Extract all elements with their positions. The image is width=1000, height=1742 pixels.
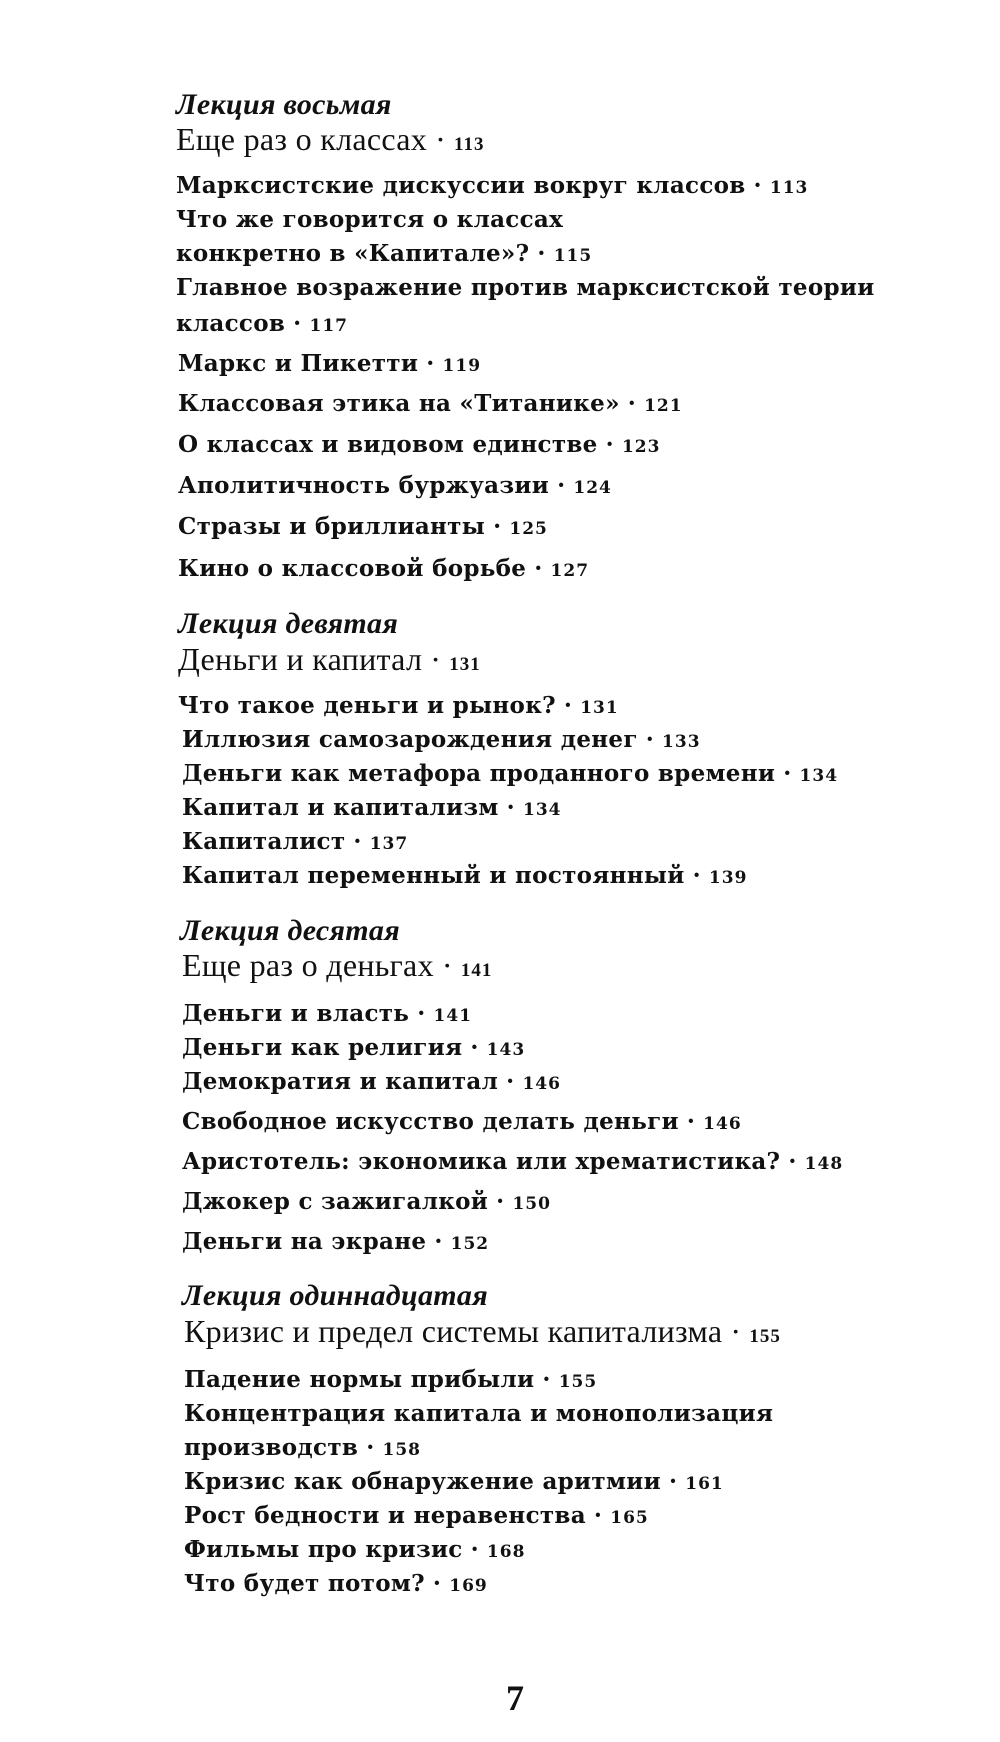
separator: · (470, 1536, 479, 1563)
page-ref: 131 (449, 654, 481, 675)
toc-entry (176, 274, 875, 302)
toc-entry (184, 1366, 597, 1396)
toc-entry (184, 1400, 773, 1428)
toc-entry (182, 862, 747, 892)
entry-text: Главное возражение против марксистской теории (176, 274, 875, 301)
page-ref: 161 (685, 1474, 724, 1494)
separator: · (293, 310, 302, 337)
entry-text: Классовая этика на «Титанике» (178, 390, 620, 417)
toc-entry (182, 1108, 742, 1138)
separator: · (417, 1000, 426, 1027)
toc-entry (182, 828, 408, 858)
page-ref: 148 (804, 1154, 844, 1174)
entry-text: Маркс и Пикетти (178, 350, 419, 377)
separator: · (605, 431, 614, 458)
toc-entry (184, 1536, 525, 1566)
entry-text: производств (184, 1434, 359, 1461)
separator: · (430, 641, 442, 677)
separator: · (645, 726, 655, 753)
separator: · (537, 240, 546, 267)
toc-entry (184, 1468, 724, 1498)
toc-entry (184, 1502, 649, 1532)
entry-text: О классах и видовом единстве (178, 431, 598, 458)
toc-entry (176, 310, 348, 340)
page-ref: 124 (573, 478, 612, 498)
toc-entry (176, 172, 808, 202)
page-ref: 113 (769, 178, 809, 198)
toc-entry (176, 206, 563, 234)
toc-entry (178, 692, 619, 722)
page-ref: 125 (509, 519, 548, 539)
page-ref: 117 (309, 316, 348, 336)
page-ref: 143 (486, 1040, 526, 1060)
toc-entry (184, 1570, 488, 1600)
page-ref: 123 (621, 437, 661, 457)
entry-text: Капитал переменный и постоянный (182, 862, 685, 889)
entry-text: Джокер с зажигалкой (182, 1188, 489, 1215)
lecture-title-text: Еще раз о классах (176, 121, 428, 157)
separator: · (506, 794, 515, 821)
separator: · (542, 1366, 551, 1393)
separator: · (441, 947, 453, 983)
toc-entry (178, 513, 548, 543)
separator: · (426, 350, 435, 377)
page-ref: 127 (550, 561, 590, 581)
separator: · (753, 172, 762, 199)
page-ref: 113 (454, 134, 485, 155)
page-ref: 119 (442, 356, 482, 376)
toc-entry (178, 390, 683, 420)
toc-entry (182, 794, 561, 824)
separator: · (730, 1313, 742, 1349)
lecture-title-text: Еще раз о деньгах (182, 947, 434, 983)
toc-entry (182, 760, 838, 790)
entry-text: Демократия и капитал (182, 1068, 499, 1095)
page-ref: 131 (580, 698, 619, 718)
lecture-title-text: Деньги и капитал (178, 641, 423, 677)
entry-text: Кризис как обнаружение аритмии (184, 1468, 661, 1495)
separator: · (593, 1502, 603, 1529)
toc-entry (178, 472, 612, 502)
page-ref: 134 (522, 800, 562, 820)
separator: · (493, 513, 502, 540)
page-ref: 150 (512, 1194, 551, 1214)
separator: · (686, 1108, 696, 1135)
entry-text: Марксистские дискуссии вокруг классов (176, 172, 746, 199)
separator: · (627, 390, 637, 417)
page-ref: 169 (449, 1576, 488, 1596)
entry-text: Аристотель: экономика или хрематистика? (182, 1148, 781, 1175)
entry-text: Деньги на экране (182, 1228, 427, 1255)
entry-text: Свободное искусство делать деньги (182, 1108, 679, 1135)
entry-text: Рост бедности и неравенства (184, 1502, 586, 1529)
lecture-title (182, 946, 492, 990)
page-ref: 146 (703, 1114, 742, 1134)
lecture-title (176, 120, 484, 164)
entry-text: Капиталист (182, 828, 346, 855)
page-ref: 155 (749, 1326, 781, 1347)
entry-text: Фильмы про кризис (184, 1536, 463, 1563)
toc-entry (176, 240, 592, 270)
lecture-title-text: Кризис и предел системы капитализма (184, 1313, 723, 1349)
entry-text: Деньги как религия (182, 1034, 463, 1061)
entry-text: Концентрация капитала и монополизация (184, 1400, 774, 1427)
page-ref: 158 (382, 1440, 421, 1460)
separator: · (470, 1034, 479, 1061)
toc-entry (178, 555, 589, 585)
entry-text: Капитал и капитализм (182, 794, 499, 821)
page-ref: 121 (644, 396, 683, 416)
page-ref: 115 (553, 246, 593, 266)
toc-entry (182, 1000, 472, 1030)
page-number: 7 (506, 1678, 524, 1718)
separator: · (668, 1468, 678, 1495)
entry-text: Деньги как метафора проданного времени (182, 760, 776, 787)
entry-text: Иллюзия самозарождения денег (182, 726, 638, 753)
toc-entry (182, 1228, 489, 1258)
toc-entry (178, 350, 481, 380)
separator: · (366, 1434, 375, 1461)
separator: · (788, 1148, 797, 1175)
entry-text: Падение нормы прибыли (184, 1366, 535, 1393)
page-ref: 134 (799, 766, 839, 786)
separator: · (353, 828, 362, 855)
lecture-label: Лекция десятая (180, 914, 400, 947)
entry-text: классов (176, 310, 286, 337)
page-ref: 137 (369, 834, 409, 854)
lecture-label: Лекция восьмая (176, 88, 392, 121)
entry-text: Аполитичность буржуазии (178, 472, 550, 499)
entry-text: Кино о классовой борьбе (178, 555, 527, 582)
toc-entry (182, 1034, 525, 1064)
entry-text: Что такое деньги и рынок? (178, 692, 556, 719)
toc-entry (182, 1188, 551, 1218)
toc-entry (182, 1068, 561, 1098)
entry-text: Стразы и бриллианты (178, 513, 486, 540)
lecture-title (178, 640, 481, 684)
separator: · (692, 862, 701, 889)
page-ref: 155 (558, 1372, 598, 1392)
page-ref: 165 (610, 1508, 649, 1528)
page-ref: 152 (450, 1234, 490, 1254)
separator: · (783, 760, 792, 787)
entry-text: Что же говорится о классах (176, 206, 564, 233)
separator: · (557, 472, 566, 499)
toc-entry (182, 1148, 843, 1178)
separator: · (506, 1068, 515, 1095)
separator: · (534, 555, 543, 582)
page-ref: 146 (522, 1074, 561, 1094)
page-ref: 133 (662, 732, 701, 752)
separator: · (432, 1570, 442, 1597)
entry-text: Что будет потом? (184, 1570, 425, 1597)
separator: · (563, 692, 573, 719)
lecture-label: Лекция девятая (178, 607, 399, 640)
toc-entry (182, 726, 701, 756)
separator: · (496, 1188, 505, 1215)
toc-entry (184, 1434, 421, 1464)
page-ref: 139 (708, 868, 748, 888)
lecture-title (184, 1312, 781, 1356)
entry-text: конкретно в «Капитале»? (176, 240, 530, 267)
entry-text: Деньги и власть (182, 1000, 410, 1027)
toc-entry (178, 431, 660, 461)
page-ref: 141 (460, 960, 493, 981)
separator: · (434, 1228, 443, 1255)
page-ref: 168 (486, 1542, 526, 1562)
page-ref: 141 (433, 1006, 473, 1026)
separator: · (435, 121, 447, 157)
lecture-label: Лекция одиннадцатая (182, 1279, 488, 1312)
